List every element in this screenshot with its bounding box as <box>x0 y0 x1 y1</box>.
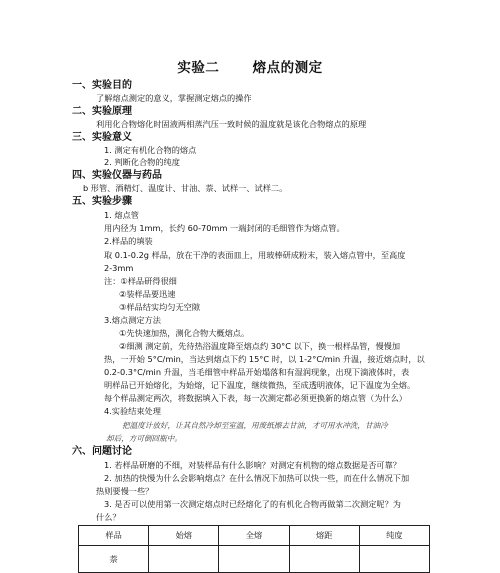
table-header-row <box>79 526 430 546</box>
column-header: 熔距 <box>289 526 359 546</box>
procedure-line: 4.实验结束处理 <box>104 406 161 416</box>
discussion-line: 3. 是否可以使用第一次测定熔点时已经熔化了的有机化合物再做第二次测定呢？为 <box>104 499 401 509</box>
significance-item: 2. 判断化合物的纯度 <box>104 157 180 167</box>
procedure-line: ②装样品要迅速 <box>119 289 176 299</box>
table-cell <box>289 546 359 573</box>
handwritten-note: 把温度计放好，让其自然冷却至室温，用废纸擦去甘油，才可用水冲洗，甘油冷 <box>122 421 388 430</box>
discussion-line: 2. 加热的快慢为什么会影响熔点？在什么情况下加热可以快一些，而在什么情况下加 <box>104 473 410 483</box>
significance-item: 1. 测定有机化合物的熔点 <box>104 145 197 155</box>
table-cell <box>149 546 219 573</box>
principle-text: 利用化合物熔化时固液两相蒸汽压一致时候的温度就是该化合物熔点的原理 <box>96 119 367 129</box>
discussion-line: 什么？ <box>96 512 121 522</box>
discussion-line: 热则要慢一些？ <box>96 486 154 496</box>
table-cell <box>359 546 429 573</box>
table-cell <box>219 546 289 573</box>
title-experiment-name: 熔点的测定 <box>252 60 323 76</box>
handwritten-note: 却后，方可倒回瓶中。 <box>106 434 182 443</box>
column-header: 始熔 <box>149 526 219 546</box>
section-heading-significance: 三、实验意义 <box>72 132 132 143</box>
column-header: 样品 <box>79 526 149 546</box>
title-experiment-number: 实验二 <box>177 60 220 76</box>
table-row <box>79 546 430 573</box>
purpose-text: 了解熔点测定的意义，掌握测定熔点的操作 <box>96 93 252 103</box>
procedure-line: ①先快速加热，测化合物大概熔点。 <box>119 328 250 338</box>
procedure-line: 每个样品测定两次，将数据填入下表，每一次测定都必须更换新的熔点管（为什么） <box>104 393 407 403</box>
procedure-line: 用内径为 1mm，长约 60-70mm 一端封闭的毛细管作为熔点管。 <box>104 223 345 233</box>
discussion-line: 1. 若样品研磨的不细，对装样品有什么影响？对测定有机物的熔点数据是否可靠？ <box>104 460 401 470</box>
procedure-line: 2-3mm <box>104 263 134 273</box>
sample-name-cell: 萘 <box>79 546 149 573</box>
section-heading-principle: 二、实验原理 <box>72 106 132 117</box>
results-table <box>78 525 430 573</box>
procedure-line: 取 0.1-0.2g 样品，放在干净的表面皿上，用玻棒研成粉末，装入熔点管中，至高度 <box>104 250 406 260</box>
procedure-line: 明样品已开始熔化，为始熔，记下温度，继续微热，至成透明液体，记下温度为全熔。 <box>104 380 416 390</box>
section-heading-discussion: 六、问题讨论 <box>72 446 132 457</box>
procedure-line: 3.熔点测定方法 <box>104 315 161 325</box>
procedure-line: ③样品结实均匀无空隙 <box>119 302 201 312</box>
procedure-line: 注：①样品研得很细 <box>104 276 177 286</box>
section-heading-procedure: 五、实验步骤 <box>72 196 132 207</box>
procedure-line: ②细测 测定前，先待热浴温度降至熔点约 30°C 以下，换一根样品管，慢慢加 <box>119 341 401 351</box>
procedure-line: 2.样品的填装 <box>104 236 153 246</box>
column-header: 纯度 <box>359 526 429 546</box>
section-heading-purpose: 一、实验目的 <box>72 80 132 91</box>
procedure-line: 1. 熔点管 <box>104 210 139 220</box>
column-header: 全熔 <box>219 526 289 546</box>
procedure-line: 0.2-0.3°C/min 升温，当毛细管中样品开始塌落和有湿润现象，出现下滴液体时，表 <box>104 367 410 377</box>
equipment-text: b 形管、酒精灯、温度计、甘油、萘、试样一、试样二。 <box>83 183 288 193</box>
page-title <box>0 56 500 76</box>
procedure-line: 热，一开始 5°C/min，当达到熔点下约 15°C 时，以 1-2°C/min 升温，接近熔点时，以 <box>104 354 425 364</box>
section-heading-equipment: 四、实验仪器与药品 <box>72 170 162 181</box>
